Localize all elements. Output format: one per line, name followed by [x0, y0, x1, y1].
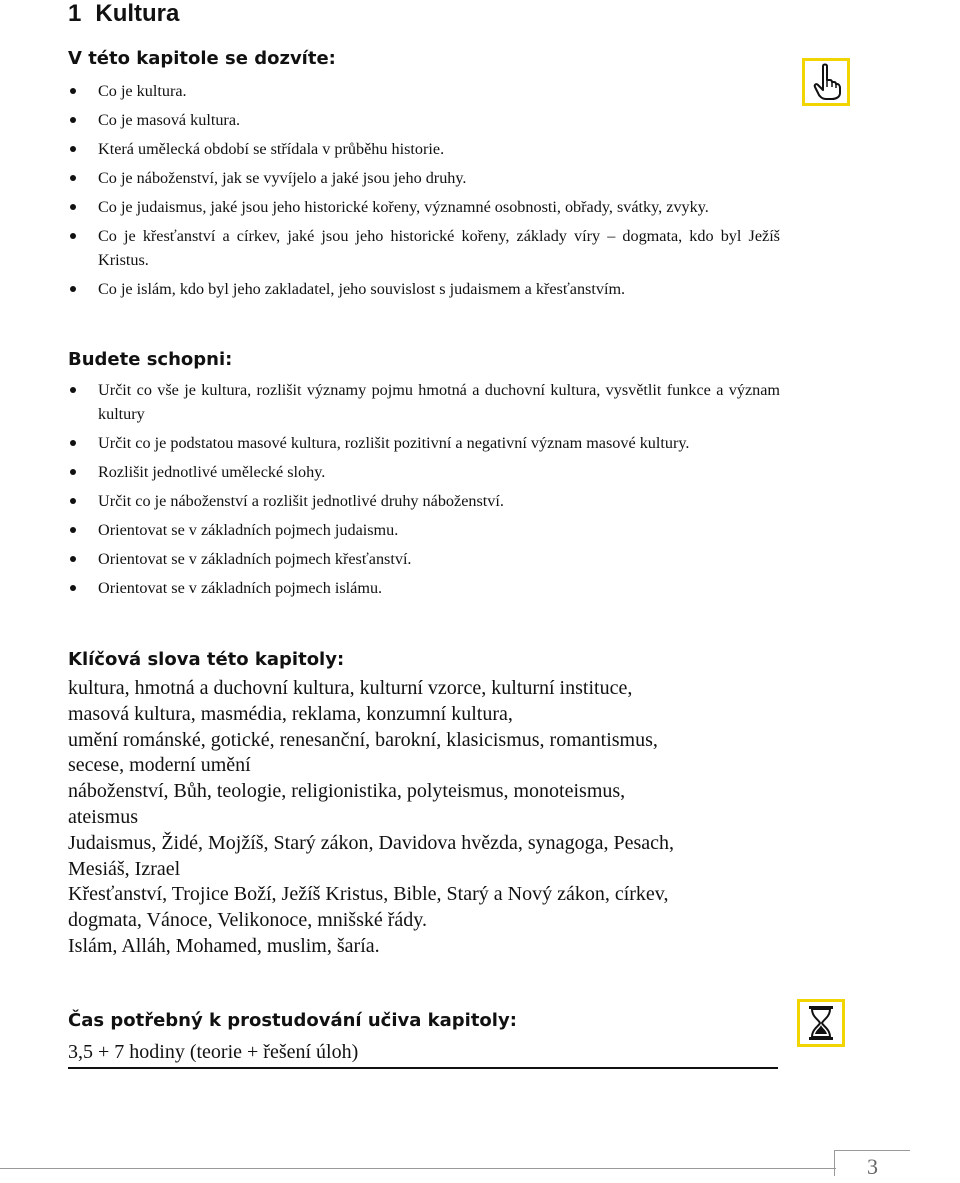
keyword-line: Křesťanství, Trojice Boží, Ježíš Kristus, Bible, Starý a Nový zákon, církev,	[68, 883, 669, 906]
keyword-line: dogmata, Vánoce, Velikonoce, mnišské řády.	[68, 909, 427, 932]
learn-list	[68, 79, 780, 306]
able-item: Orientovat se v základních pojmech islámu.	[68, 576, 780, 600]
keyword-line: Islám, Alláh, Mohamed, muslim, šaría.	[68, 934, 380, 957]
able-item: Určit co vše je kultura, rozlišit významy pojmu hmotná a duchovní kultura, vysvětlit funkce a význam kultury	[68, 378, 780, 426]
able-item: Orientovat se v základních pojmech křesťanství.	[68, 547, 780, 571]
page-number: 3	[834, 1150, 910, 1176]
able-item: Orientovat se v základních pojmech judaismu.	[68, 518, 780, 542]
time-heading: Čas potřebný k prostudování učiva kapitoly:	[68, 1010, 517, 1031]
learn-heading: V této kapitole se dozvíte:	[68, 48, 336, 69]
keyword-line: Mesiáš, Izrael	[68, 857, 181, 880]
learn-item: Co je islám, kdo byl jeho zakladatel, jeho souvislost s judaismem a křesťanstvím.	[68, 277, 780, 301]
hourglass-icon	[797, 999, 845, 1047]
pointing-finger-icon	[802, 58, 850, 106]
able-heading: Budete schopni:	[68, 349, 233, 370]
learn-item: Co je křesťanství a církev, jaké jsou jeho historické kořeny, základy víry – dogmata, kdo byl Ježíš Kristus.	[68, 224, 780, 272]
keywords-text	[68, 676, 788, 960]
chapter-number: 1	[68, 0, 82, 27]
time-value: 3,5 + 7 hodiny (teorie + řešení úloh)	[68, 1040, 778, 1069]
keyword-line: náboženství, Bůh, teologie, religionistika, polyteismus, monoteismus,	[68, 780, 626, 803]
keyword-line: masová kultura, masmédia, reklama, konzumní kultura,	[68, 702, 513, 725]
chapter-title	[68, 0, 179, 28]
footer-line	[0, 1168, 836, 1169]
keyword-line: ateismus	[68, 805, 138, 828]
learn-item: Co je náboženství, jak se vyvíjelo a jaké jsou jeho druhy.	[68, 166, 780, 190]
able-item: Rozlišit jednotlivé umělecké slohy.	[68, 460, 780, 484]
keyword-line: Judaismus, Židé, Mojžíš, Starý zákon, Davidova hvězda, synagoga, Pesach,	[68, 831, 674, 854]
learn-item: Co je masová kultura.	[68, 108, 780, 132]
learn-item: Která umělecká období se střídala v průběhu historie.	[68, 137, 780, 161]
keyword-line: kultura, hmotná a duchovní kultura, kulturní vzorce, kulturní instituce,	[68, 677, 633, 699]
keyword-line: secese, moderní umění	[68, 754, 251, 777]
keyword-line: umění románské, gotické, renesanční, barokní, klasicismus, romantismus,	[68, 728, 658, 751]
able-list	[68, 378, 780, 605]
learn-item: Co je judaismus, jaké jsou jeho historické kořeny, významné osobnosti, obřady, svátky, zvyky.	[68, 195, 780, 219]
keywords-heading: Klíčová slova této kapitoly:	[68, 649, 345, 670]
able-item: Určit co je podstatou masové kultura, rozlišit pozitivní a negativní význam masové kultury.	[68, 431, 780, 455]
learn-item: Co je kultura.	[68, 79, 780, 103]
able-item: Určit co je náboženství a rozlišit jednotlivé druhy náboženství.	[68, 489, 780, 513]
chapter-name: Kultura	[95, 0, 180, 27]
